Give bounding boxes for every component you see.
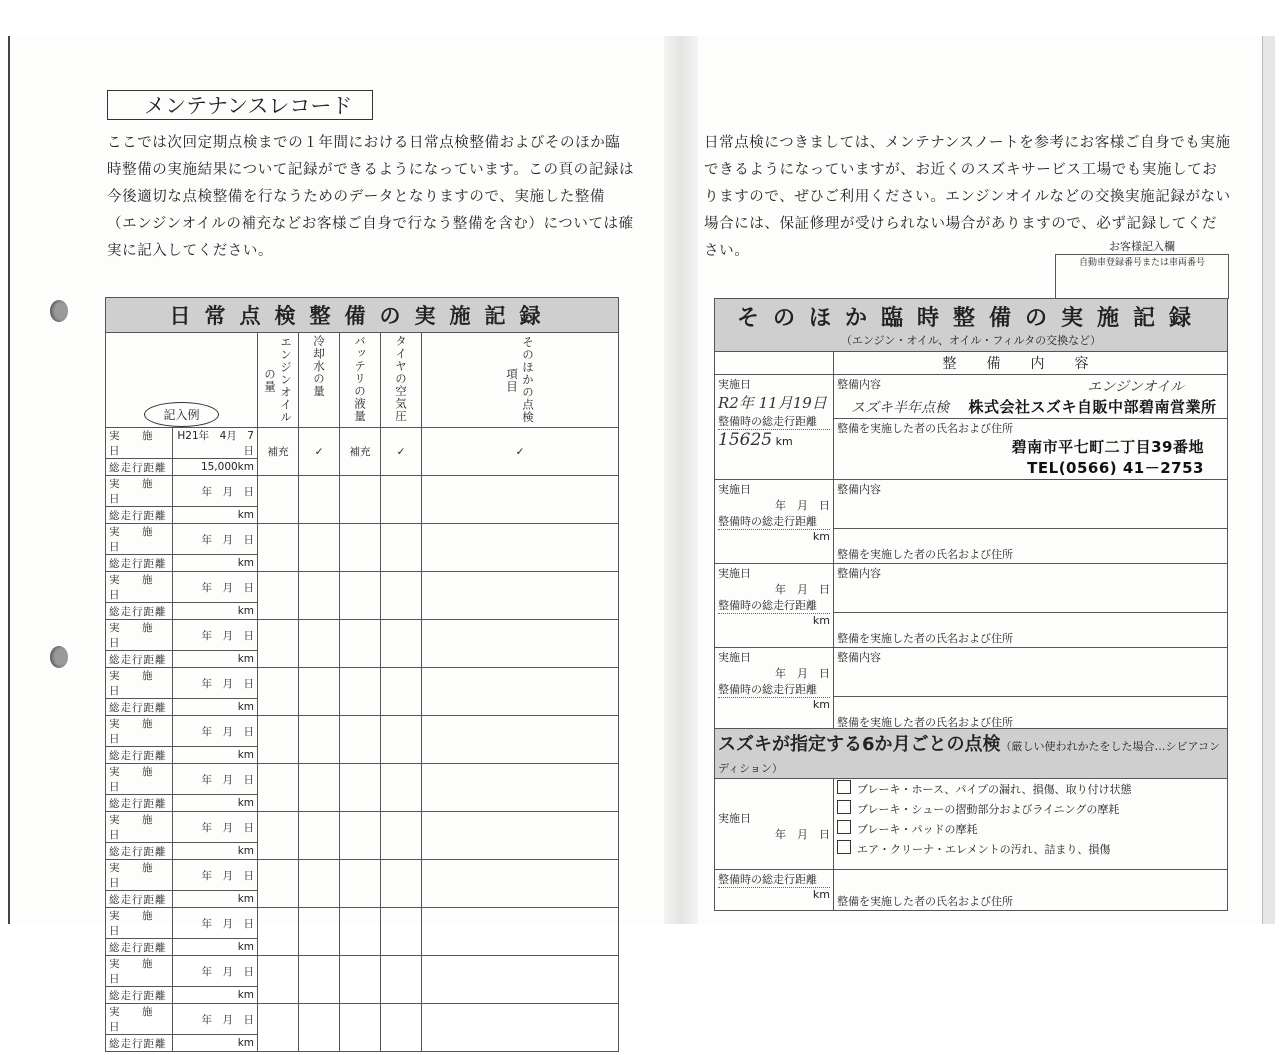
distance-label: 総走行距離 [106, 1035, 173, 1052]
six-month-item-2[interactable]: ブレーキ・シューの摺動部分およびライニングの摩耗 [837, 800, 1224, 820]
cell-coolant[interactable] [299, 668, 340, 716]
entry-date-cell[interactable]: 実施日 年 月 日 整備時の総走行距離 km [715, 648, 834, 732]
date-value[interactable]: 年 月 日 [173, 908, 258, 939]
distance-label: 総走行距離 [106, 699, 173, 716]
cell-battery[interactable] [340, 668, 381, 716]
cell-other[interactable]: ✓ [422, 428, 619, 476]
example-label: 記入例 [144, 402, 218, 427]
date-label: 実 施 日 [106, 956, 173, 987]
cell-engine-oil[interactable] [258, 764, 299, 812]
cell-other[interactable] [422, 1004, 619, 1052]
daily-row-example [106, 428, 619, 459]
registration-number-box[interactable]: 自動車登録番号または車両番号 [1055, 254, 1229, 299]
distance-value[interactable]: km [173, 843, 258, 860]
col-coolant: 冷却水の量 [299, 333, 340, 428]
cell-tire[interactable] [381, 812, 422, 860]
daily-table-title: 日常点検整備の実施記録 [106, 298, 619, 333]
cell-coolant[interactable] [299, 620, 340, 668]
cell-tire[interactable] [381, 620, 422, 668]
col-battery: バッテリの液量 [340, 333, 381, 428]
cell-tire[interactable] [381, 764, 422, 812]
dealer-stamp-company: 株式会社スズキ自販中部碧南営業所 [968, 398, 1217, 416]
entry-content-cell[interactable]: 整備内容 [834, 648, 1228, 697]
date-label: 実 施 日 [106, 1004, 173, 1035]
date-value[interactable]: 年 月 日 [173, 1004, 258, 1035]
cell-coolant[interactable] [299, 764, 340, 812]
six-month-items [834, 779, 1228, 870]
cell-tire[interactable] [381, 476, 422, 524]
date-label: 実 施 日 [106, 668, 173, 699]
six-month-date-cell[interactable]: 実施日 年 月 日 [715, 779, 834, 870]
cell-other[interactable] [422, 812, 619, 860]
entry-date-cell[interactable]: 実施日 年 月 日 整備時の総走行距離 km [715, 564, 834, 648]
date-label: 実 施 日 [106, 860, 173, 891]
distance-label: 総走行距離 [106, 603, 173, 620]
distance-label: 総走行距離 [106, 459, 173, 476]
col-engine-oil: エンジンオイルの量 [258, 333, 299, 428]
distance-label: 総走行距離 [106, 891, 173, 908]
cell-battery[interactable] [340, 716, 381, 764]
daily-row-2 [106, 524, 619, 555]
daily-row-6 [106, 716, 619, 747]
cell-coolant[interactable] [299, 524, 340, 572]
daily-row-1 [106, 476, 619, 507]
six-month-item-1[interactable]: ブレーキ・ホース、パイプの漏れ、損傷、取り付け状態 [837, 780, 1224, 800]
other-maintenance-table [714, 298, 1228, 732]
distance-value[interactable]: km [173, 603, 258, 620]
six-month-item-4[interactable]: エア・クリーナ・エレメントの汚れ、詰まり、損傷 [837, 840, 1224, 860]
page-title: メンテナンスレコード [107, 90, 373, 120]
cell-engine-oil[interactable] [258, 572, 299, 620]
date-value[interactable]: 年 月 日 [173, 860, 258, 891]
cell-engine-oil[interactable] [258, 668, 299, 716]
cell-tire[interactable] [381, 1004, 422, 1052]
distance-value[interactable]: km [173, 651, 258, 668]
cell-battery[interactable] [340, 812, 381, 860]
distance-label: 総走行距離 [106, 987, 173, 1004]
cell-other[interactable] [422, 764, 619, 812]
col-other-items: そのほかの点検項目 [422, 333, 619, 428]
dealer-stamp-address: 碧南市平七町二丁目39番地 [1011, 438, 1204, 456]
distance-value[interactable]: km [173, 891, 258, 908]
daily-row-3 [106, 572, 619, 603]
cell-battery[interactable] [340, 620, 381, 668]
distance-label: 総走行距離 [106, 555, 173, 572]
checkbox[interactable] [837, 820, 851, 834]
cell-tire[interactable] [381, 668, 422, 716]
date-label: 実 施 日 [106, 476, 173, 507]
cell-tire[interactable] [381, 572, 422, 620]
date-value[interactable]: 年 月 日 [173, 764, 258, 795]
daily-row-11 [106, 956, 619, 987]
distance-label: 総走行距離 [106, 651, 173, 668]
cell-coolant[interactable] [299, 1004, 340, 1052]
entry-person-cell[interactable]: 整備を実施した者の氏名および住所 [834, 697, 1228, 732]
distance-value[interactable]: 15,000km [173, 459, 258, 476]
cell-other[interactable] [422, 572, 619, 620]
entry-person-cell[interactable]: 整備を実施した者の氏名および住所 [834, 613, 1228, 648]
cell-engine-oil[interactable] [258, 812, 299, 860]
cell-other[interactable] [422, 716, 619, 764]
entry1-content-cell[interactable]: 整備内容 エンジンオイル スズキ半年点検 株式会社スズキ自販中部碧南営業所 [834, 375, 1228, 419]
page-gutter [664, 36, 698, 924]
customer-field-title: お客様記入欄 [1109, 240, 1175, 253]
cell-battery[interactable] [340, 908, 381, 956]
cell-battery[interactable] [340, 860, 381, 908]
binder-hole-top [50, 300, 68, 322]
date-label: 実 施 日 [106, 572, 173, 603]
cell-battery[interactable] [340, 572, 381, 620]
cell-tire[interactable] [381, 716, 422, 764]
distance-label: 総走行距離 [106, 507, 173, 524]
distance-label: 総走行距離 [106, 843, 173, 860]
six-month-distance-cell[interactable]: 整備時の総走行距離 km [715, 870, 834, 911]
checkbox[interactable] [837, 800, 851, 814]
date-value[interactable]: 年 月 日 [173, 572, 258, 603]
cell-coolant[interactable] [299, 476, 340, 524]
cell-battery[interactable]: 補充 [340, 428, 381, 476]
date-label: 実 施 日 [106, 716, 173, 747]
six-month-inspection-table [714, 728, 1228, 911]
cell-engine-oil[interactable] [258, 1004, 299, 1052]
date-label: 実 施 日 [106, 764, 173, 795]
distance-value[interactable]: km [173, 699, 258, 716]
date-label: 実 施 日 [106, 524, 173, 555]
date-label: 実 施 日 [106, 908, 173, 939]
distance-label: 総走行距離 [106, 747, 173, 764]
entry1-content-handwritten: エンジンオイル [1087, 379, 1184, 395]
cell-battery[interactable] [340, 1004, 381, 1052]
cell-engine-oil[interactable] [258, 716, 299, 764]
date-value[interactable]: H21年 4月 7日 [173, 428, 258, 459]
daily-row-4 [106, 620, 619, 651]
date-value[interactable]: 年 月 日 [173, 524, 258, 555]
entry-content-cell[interactable]: 整備内容 [834, 480, 1228, 529]
cell-battery[interactable] [340, 524, 381, 572]
cell-coolant[interactable]: ✓ [299, 428, 340, 476]
entry1-date-handwritten: R2年 11月19日 [718, 394, 827, 412]
entry1-date-cell[interactable]: 実施日 R2年 11月19日 整備時の総走行距離 15625 km [715, 375, 834, 480]
content-column-header: 整備内容 [834, 352, 1228, 375]
cell-coolant[interactable] [299, 812, 340, 860]
distance-value[interactable]: km [173, 939, 258, 956]
cell-coolant[interactable] [299, 572, 340, 620]
cell-other[interactable] [422, 860, 619, 908]
date-value[interactable]: 年 月 日 [173, 956, 258, 987]
cell-battery[interactable] [340, 764, 381, 812]
cell-other[interactable] [422, 908, 619, 956]
cell-tire[interactable] [381, 524, 422, 572]
cell-tire[interactable] [381, 860, 422, 908]
daily-row-10 [106, 908, 619, 939]
distance-value[interactable]: km [173, 795, 258, 812]
left-intro-text: ここでは次回定期点検までの１年間における日常点検整備およびそのほか臨時整備の実施結果について記録ができるようになっています。この頁の記録は今後適切な点検整備を行なうためのデータとなりますので、実施した整備（エンジンオイルの補充などお客様ご自身で行なう整備を含む）については確実に記入してください。 [107, 135, 635, 259]
entry1-km-handwritten: 15625 [718, 430, 773, 450]
date-value[interactable]: 年 月 日 [173, 668, 258, 699]
daily-row-8 [106, 812, 619, 843]
distance-value[interactable]: km [173, 507, 258, 524]
cell-tire[interactable] [381, 956, 422, 1004]
binder-hole-bottom [50, 646, 68, 668]
cell-battery[interactable] [340, 476, 381, 524]
date-value[interactable]: 年 月 日 [173, 620, 258, 651]
cell-other[interactable] [422, 476, 619, 524]
distance-value[interactable]: km [173, 747, 258, 764]
distance-label: 総走行距離 [106, 795, 173, 812]
customer-field [1055, 238, 1229, 299]
daily-row-12 [106, 1004, 619, 1035]
col-tire-pressure: タイヤの空気圧 [381, 333, 422, 428]
cell-engine-oil[interactable] [258, 956, 299, 1004]
checkbox[interactable] [837, 780, 851, 794]
six-month-item-3[interactable]: ブレーキ・パッドの摩耗 [837, 820, 1224, 840]
cell-tire[interactable]: ✓ [381, 428, 422, 476]
date-value[interactable]: 年 月 日 [173, 476, 258, 507]
example-oval-cell [106, 333, 258, 428]
date-value[interactable]: 年 月 日 [173, 716, 258, 747]
cell-other[interactable] [422, 524, 619, 572]
other-table-title: そのほか臨時整備の実施記録 （エンジン・オイル、オイル・フィルタの交換など） [715, 299, 1228, 352]
distance-value[interactable]: km [173, 987, 258, 1004]
cell-coolant[interactable] [299, 860, 340, 908]
cell-battery[interactable] [340, 956, 381, 1004]
date-label: 実 施 日 [106, 812, 173, 843]
cell-other[interactable] [422, 956, 619, 1004]
cell-coolant[interactable] [299, 716, 340, 764]
cell-engine-oil[interactable] [258, 620, 299, 668]
cell-other[interactable] [422, 620, 619, 668]
cell-coolant[interactable] [299, 908, 340, 956]
right-intro-text: 日常点検につきましては、メンテナンスノートを参考にお客様ご自身でも実施できるようになっていますが、お近くのスズキサービス工場でも実施しておりますので、ぜひご利用ください。エンジンオイルなどの交換実施記録がない場合には、保証修理が受けられない場合がありますので、必ず記録してください。 [704, 135, 1231, 259]
date-label: 実 施 日 [106, 428, 173, 459]
date-value[interactable]: 年 月 日 [173, 812, 258, 843]
daily-row-7 [106, 764, 619, 795]
cell-other[interactable] [422, 668, 619, 716]
distance-label: 総走行距離 [106, 939, 173, 956]
six-month-title: スズキが指定する6か月ごとの点検（厳しい使われかたをした場合…シビアコンディション） [715, 729, 1228, 779]
cell-engine-oil[interactable] [258, 908, 299, 956]
cell-engine-oil[interactable] [258, 524, 299, 572]
distance-value[interactable]: km [173, 1035, 258, 1052]
entry-content-cell[interactable]: 整備内容 [834, 564, 1228, 613]
entry-person-cell[interactable]: 整備を実施した者の氏名および住所 [834, 529, 1228, 564]
dealer-stamp-tel: TEL(0566) 41－2753 [1027, 459, 1204, 477]
daily-inspection-table [105, 297, 619, 1052]
daily-row-5 [106, 668, 619, 699]
cell-engine-oil[interactable] [258, 860, 299, 908]
cell-coolant[interactable] [299, 956, 340, 1004]
cell-engine-oil[interactable]: 補充 [258, 428, 299, 476]
date-label: 実 施 日 [106, 620, 173, 651]
six-month-person-cell[interactable]: 整備を実施した者の氏名および住所 [834, 870, 1228, 911]
checkbox[interactable] [837, 840, 851, 854]
cell-tire[interactable] [381, 908, 422, 956]
cell-engine-oil[interactable] [258, 476, 299, 524]
entry-date-cell[interactable]: 実施日 年 月 日 整備時の総走行距離 km [715, 480, 834, 564]
entry1-person-cell[interactable]: 整備を実施した者の氏名および住所 碧南市平七町二丁目39番地 TEL(0566) 41－2753 [834, 419, 1228, 480]
distance-value[interactable]: km [173, 555, 258, 572]
page-edge [1262, 36, 1275, 924]
daily-row-9 [106, 860, 619, 891]
